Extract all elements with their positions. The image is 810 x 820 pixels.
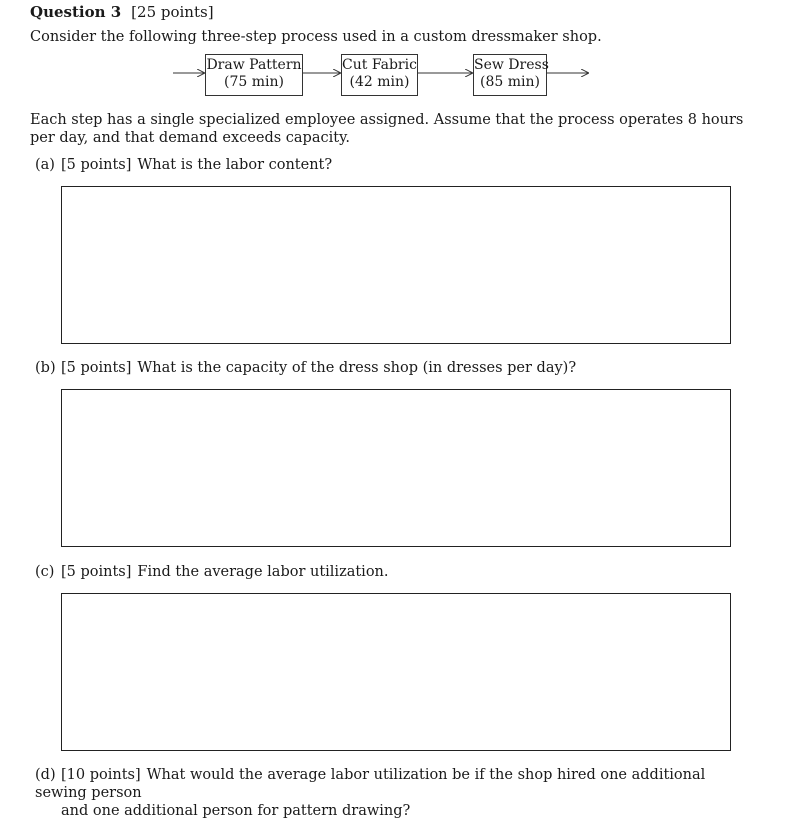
part-b-text: What is the capacity of the dress shop (in dresses per day)? <box>137 360 577 376</box>
step-time: (75 min) <box>224 74 284 90</box>
part-b-prompt <box>35 359 576 377</box>
answer-box-b[interactable] <box>61 389 731 547</box>
question-points: [25 points] <box>131 3 214 21</box>
part-a-points: [5 points] <box>61 157 132 173</box>
part-a-text: What is the labor content? <box>137 157 333 173</box>
part-d-text: What would the average labor utilization be if the shop hired one additional sewing person <box>35 767 706 801</box>
question-title: Question 3 <box>30 3 122 21</box>
part-d-label: (d) <box>35 767 56 783</box>
step-time: (85 min) <box>480 74 540 90</box>
step-cut-fabric <box>341 54 418 96</box>
part-b-points: [5 points] <box>61 360 132 376</box>
answer-box-c[interactable] <box>61 593 731 751</box>
answer-box-a[interactable] <box>61 186 731 344</box>
part-b-label: (b) <box>35 360 56 376</box>
step-sew-dress <box>473 54 547 96</box>
part-d-text-continued: and one additional person for pattern drawing? <box>61 803 411 819</box>
step-name: Draw Pattern <box>206 57 302 73</box>
part-a-prompt <box>35 156 332 174</box>
step-name: Sew Dress <box>474 57 549 73</box>
part-c-points: [5 points] <box>61 564 132 580</box>
step-time: (42 min) <box>349 74 410 90</box>
step-name: Cut Fabric <box>342 57 417 73</box>
step-draw-pattern <box>205 54 303 96</box>
process-flow-diagram <box>170 52 600 100</box>
part-d-points: [10 points] <box>61 767 141 783</box>
part-c-label: (c) <box>35 564 55 580</box>
process-description: Each step has a single specialized employee assigned. Assume that the process operates 8 hours per day, and that demand exceeds capacity. <box>30 112 744 146</box>
question-intro: Consider the following three-step process used in a custom dressmaker shop. <box>30 29 602 45</box>
part-c-text: Find the average labor utilization. <box>137 564 389 580</box>
part-c-prompt <box>35 563 389 581</box>
part-a-label: (a) <box>35 157 55 173</box>
question-header <box>30 3 214 21</box>
